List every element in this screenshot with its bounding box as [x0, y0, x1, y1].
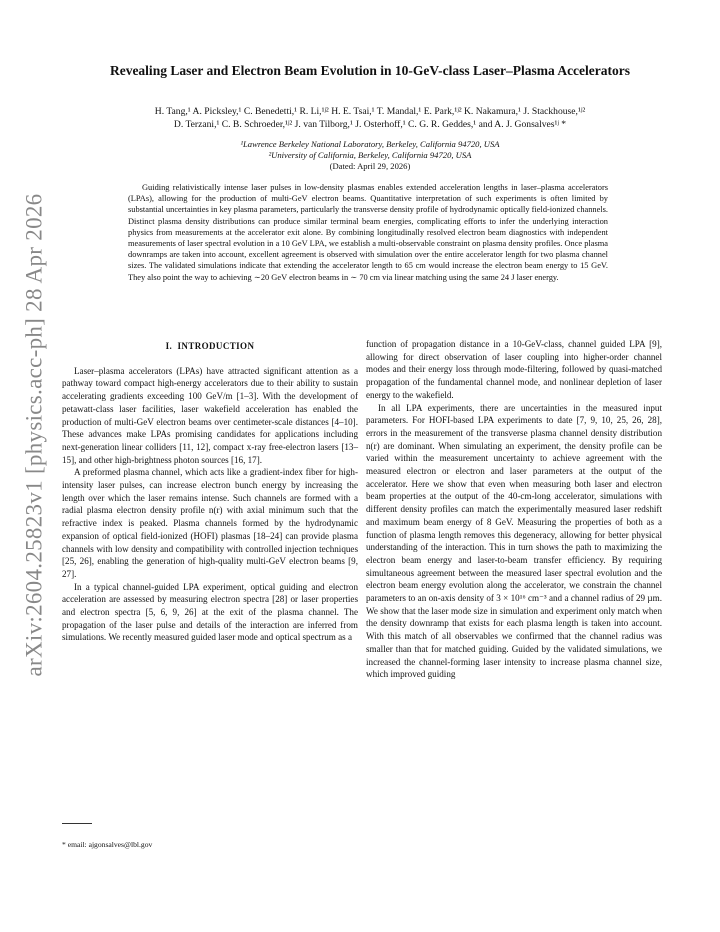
paragraph: Laser–plasma accelerators (LPAs) have attracted significant attention as a pathway toward compact high-energy accelerators due to their ability to sustain accelerating gradients exceeding 100 GeV/m [1–3]. With the development of petawatt-class laser facilities, laser wakefield acceleration has enabled the production of multi-GeV electron beams over centimeter-scale distances [4–10]. These advances make LPAs promising candidates for applications including next-generation linear colliders [11, 12], compact x-ray free-electron lasers [13–15], and other high-brightness photon sources [16, 17]. [62, 365, 358, 465]
body-column-left [62, 336, 358, 644]
paragraph: function of propagation distance in a 10-GeV-class, channel guided LPA [9], allowing for direct observation of laser coupling into higher-order channel modes and their energy loss through mode-filtering, followed by quasi-matched propagation of the fundamental channel mode, and nonlinear depletion of laser energy to the wakefield. [366, 339, 662, 400]
affiliation-2: ²University of California, Berkeley, California 94720, USA [268, 150, 472, 160]
arxiv-identifier-margin [6, 193, 62, 677]
author-list [55, 105, 685, 131]
abstract: Guiding relativistically intense laser pulses in low-density plasmas enables extended acceleration lengths in laser–plasma accelerators (LPAs), allowing for the production of multi-GeV electron beams. Quantitative interpretation of such experiments is often limited by substantial uncertainties in key plasma parameters, particularly the transverse density profile of hydrodynamic optically field-ionized channels. Distinct plasma density distributions can produce similar terminal beam energies, complicating efforts to infer the underlying interaction physics from measurements at the accelerator exit alone. By combining longitudinally resolved electron beam diagnostics with independent measurements of laser spectral evolution in a 10 GeV LPA, we establish a multi-observable constraint on plasma density profiles. Once plasma downramps are taken into account, excellent agreement is observed with simulation over the entire accelerator length for two plasma channel sizes. The validated simulations indicate that extending the accelerator length to 65 cm would increase the electron beam energy to 15 GeV. They also point the way to achieving ∼20 GeV electron beams in ∼ 70 cm via linear matching using the same 24 J laser energy. [128, 183, 608, 282]
footnote-rule [62, 823, 92, 824]
affiliations [100, 139, 640, 172]
authors-line-2: D. Terzani,¹ C. B. Schroeder,¹ʲ² J. van Tilborg,¹ J. Osterhoff,¹ C. G. R. Geddes,¹ and A. J. Gonsalves¹ʲ * [173, 119, 567, 130]
footnote-email: * email: ajgonsalves@lbl.gov [62, 840, 153, 849]
arxiv-identifier[interactable]: arXiv:2604.25823v1 [physics.acc-ph] 28 Apr 2026 [21, 193, 46, 677]
date-line: (Dated: April 29, 2026) [329, 161, 411, 171]
paragraph: In all LPA experiments, there are uncertainties in the measured input parameters. For HOFI-based LPA experiments to date [7, 9, 10, 25, 26, 28], errors in the measurement of the transverse plasma channel density distribution n(r) are dominant. When simulating an experiment, the density profile can be varied within the measurement uncertainty to achieve agreement with the measured electron or electron and laser parameters at the output of the accelerator. Here we show that even when measuring both laser and electron beam properties at the output of the 40-cm-long accelerator, simulations with different density profiles can match the experimentally measured laser redshift and maximum beam energy of 8 GeV. Measuring the properties of both as a function of plasma length removes this degeneracy, allowing for better physical understanding of the interaction. This in turn shows the path to maximizing the electron beam energy and laser-to-beam transfer efficiency. By requiring simultaneous agreement between the measured laser spectral evolution and the electron beam energy evolution along the accelerator, we constrain the channel parameters to an on-axis density of 3 × 10¹⁶ cm⁻³ and a channel radius of 29 µm. We show that the laser mode size in simulation and experiment only match when the density downramp that exists for each plasma length is taken into account. With this match of all observables we confirmed that the channel radius was smaller than that for matched guiding. Guided by the validated simulations, we increased the channel-forming laser intensity to increase plasma channel size, which improved guiding [366, 402, 662, 680]
paragraph: In a typical channel-guided LPA experiment, optical guiding and electron acceleration are assessed by measuring electron spectra [28] or laser properties and electron spectra [5, 6, 9, 26] at the exit of the plasma channel. The propagation of the laser pulse and details of the interaction are inferred from simulations. We recently measured guided laser mode and optical spectrum as a [62, 581, 358, 643]
affiliation-1: ¹Lawrence Berkeley National Laboratory, Berkeley, California 94720, USA [240, 139, 500, 149]
paper-title: Revealing Laser and Electron Beam Evolution in 10-GeV-class Laser–Plasma Accelerators [109, 63, 631, 78]
paragraph: A preformed plasma channel, which acts like a gradient-index fiber for high-intensity laser pulses, can increase electron bunch energy by increasing the length over which the laser remains intense. Such channels are formed with a radial plasma electron density profile n(r) with axial minimum such that the refractive index is peaked. Plasma channels formed by the hydrodynamic expansion of optical field-ionized (HOFI) plasmas [18–24] can provide plasma channels with low density and compatibility with controlled injection techniques [25, 26], enabling the generation of high-quality multi-GeV electron beams [9, 27]. [62, 467, 358, 579]
section-heading [62, 340, 358, 353]
section-number: I. [165, 341, 173, 351]
authors-line-1: H. Tang,¹ A. Picksley,¹ C. Benedetti,¹ R. Li,¹ʲ² H. E. Tsai,¹ T. Mandal,¹ E. Park,¹ʲ² K. Nakamura,¹ J. Stackhouse,¹ʲ² [154, 106, 586, 117]
section-title: INTRODUCTION [177, 341, 255, 351]
body-column-right [366, 338, 662, 681]
